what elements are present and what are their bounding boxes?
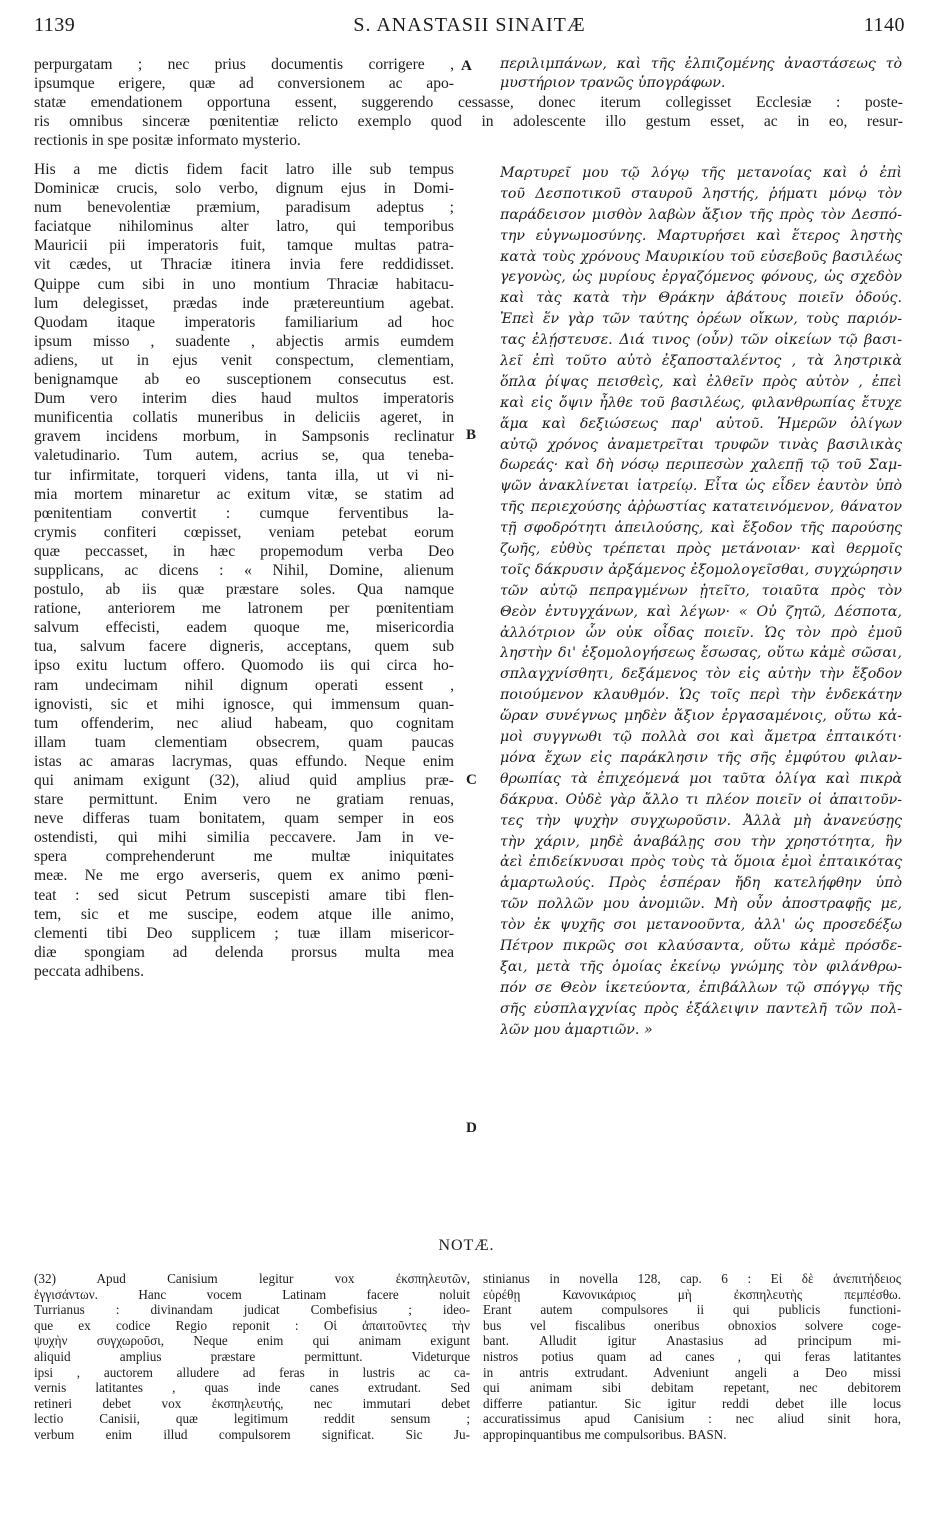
text-line: adiens, ut in ejus venit conspectum, clementiam,	[34, 351, 454, 369]
text-line: Quippe cum sibi in uno montium Thraciæ habitacu-	[34, 275, 454, 293]
running-title: S. ANASTASII SINAITÆ	[353, 14, 586, 36]
text-line: γεγονὼς, ὡς μυρίους ἐργαζόμενος φόνους, ὡς σχεδὸν	[500, 269, 902, 286]
note-line: Erant autem compulsores ii qui publicis functioni-	[483, 1302, 901, 1318]
text-line: tum offenderim, nec aliud habeam, quo cognitam	[34, 714, 454, 732]
text-line: θρωπίας τὰ ἐπιχεόμενά μοι ταῦτα ὀλίγα καὶ πικρὰ	[500, 770, 902, 787]
note-line: appropinquantibus me compulsoribus. BASN.	[483, 1426, 727, 1442]
text-line: rectionis in spe positæ informato mysterio.	[34, 132, 301, 150]
text-line: ram undecimam nihil dignum operati essent ,	[34, 676, 454, 694]
latin-top-block	[34, 55, 454, 93]
text-line: κατὰ τοὺς χρόνους Μαυρικίου τοῦ εὐσεβοῦς βασιλέως	[500, 248, 902, 265]
text-line: supplicans, ac dicens : « Nihil, Domine, alienum	[34, 561, 454, 579]
text-line: Quodam itaque imperatoris familiarium ad hoc	[34, 313, 454, 331]
notes-title: NOTÆ.	[438, 1237, 495, 1254]
text-line: ipsum misso , suadente , abjectis armis eumdem	[34, 332, 454, 350]
text-line: Μαρτυρεῖ μου τῷ λόγῳ τῆς μετανοίας καὶ ὁ ἐπὶ	[500, 165, 902, 181]
text-line: tem, sic et me suscipe, eodem atque ille animo,	[34, 905, 454, 923]
text-line: pœnitentiam convertit : cumque ferventibus la-	[34, 504, 454, 522]
text-line: diæ spongiam ad delenda prorsus multa mea	[34, 943, 454, 961]
text-line: ipsumque erigere, quæ ad conversionem ac apo-	[34, 75, 454, 93]
text-line: Πέτρον πικρῶς σοι κλαύσαντα, οὕτω κἀμὲ πρόσδε-	[500, 937, 902, 954]
text-line: vit cædes, ut Thraciæ itinera invia fere reddidisset.	[34, 256, 454, 274]
text-line: σῆς εὐσπλαγχνίας πρὸς ἐξάλειψιν παντελῆ τῶν πολ-	[500, 1000, 902, 1017]
text-line: benignamque ab eo susceptionem consecutus est.	[34, 371, 454, 389]
text-line: ψῶν ἀνακλίνεται ἰατρείῳ. Εἶτα ὡς εἶδεν ἑαυτὸν ὑπὸ	[500, 478, 902, 495]
text-line: postulo, ab iis quæ præstare soles. Qua namque	[34, 581, 454, 599]
note-line: εὑρέθῃ Κανονικάριος μὴ ἐκσπηλευτὴς πεμπέσθω.	[483, 1286, 901, 1302]
text-line: τοῖς δάκρυσιν ἀρξάμενος ἐξομολογεῖσθαι, συγχώρησιν	[500, 561, 902, 578]
text-line: num benevolentiæ præmium, paradisum adeptus ;	[34, 199, 454, 217]
text-line: ignovisti, sic et mihi ignosce, qui immensum quan-	[34, 695, 454, 713]
text-line: salvum effecisti, eadem quoque me, misericordia	[34, 619, 454, 637]
page-header	[34, 8, 905, 42]
text-line: τοῦ Δεσποτικοῦ σταυροῦ ληστής, ῥήματι μόνῳ τὸν	[500, 185, 902, 202]
note-line: que ex codice Regio reponit : Οἱ ἀπαιτοῦντες τὴν	[34, 1317, 470, 1333]
greek-top-block	[500, 55, 902, 93]
text-line: faciatque nihilominus alter latro, qui temporibus	[34, 218, 454, 236]
text-line: ζωῆς, εὐθὺς τρέπεται πρὸς μετάνοιαν· καὶ θερμοῖς	[500, 541, 902, 558]
text-line: λῶν μου ἁμαρτιῶν. »	[500, 1021, 653, 1038]
text-line: crymis confiteri cœpisset, veniam petebat eorum	[34, 523, 454, 541]
text-line: καὶ εἰς ὄψιν ἦλθε τοῦ βασιλέως, φιλανθρωπίας ἔτυχε	[500, 394, 902, 411]
text-line: τῶν πολλῶν μου ἀνομιῶν. Μὴ οὖν ἀποστραφῇς με,	[500, 896, 902, 913]
note-left-column	[34, 1271, 470, 1443]
text-line: την εὐγνωμοσύνης. Μαρτυρήσει καὶ ἕτερος ληστὴς	[500, 227, 902, 244]
note-line: ἐγγισάντων. Hanc vocem Latinam facere noluit	[34, 1286, 470, 1302]
text-line: stare permittunt. Enim vero ne gratiam renuas,	[34, 791, 454, 809]
margin-marker-a: A	[461, 58, 472, 74]
note-line: nistros potius quam ad canes , qui feras latitantes	[483, 1348, 901, 1364]
note-line: ψυχὴν συγχωροῦσι, Neque enim qui animam exigunt	[34, 1333, 470, 1349]
page-number-left: 1139	[34, 14, 76, 36]
text-line: δωρεάς· καὶ δὴ νόσῳ περιπεσὼν χαλεπῇ τῷ τοῦ Σαμ-	[500, 457, 902, 474]
text-line: Dominicæ crucis, solo verbo, dignum ejus in Domi-	[34, 180, 454, 198]
text-line: τες τὴν ψυχὴν συγχωροῦσιν. Ἀλλὰ μὴ ἀνανεύσῃς	[500, 812, 902, 829]
page-number-right: 1140	[863, 14, 905, 36]
text-line: ποιούμενον κλαυθμόν. Ὡς τοῖς περὶ τὴν ἑνδεκάτην	[500, 687, 902, 704]
text-line: ἀεὶ ἐπιδείκνυσαι πρὸς τοὺς τὰ ὅμοια ἐμοὶ ἐπταικότας	[500, 854, 902, 871]
text-line: ostendisti, qui mihi similia peccavere. Jam in ve-	[34, 829, 454, 847]
text-line: μυστήριον τρανῶς ὑπογράφων.	[500, 75, 726, 92]
text-line: ὥραν συνέγνως μηδὲν ἄξιον ἐργασαμένοις, οὕτω κἀ-	[500, 708, 902, 725]
text-line: munificentia collatis muneribus in deliciis ageret, in	[34, 409, 454, 427]
text-line: καὶ τὰς κατὰ τὴν Θράκην ἀβάτους ποιεῖν ὁδούς.	[500, 290, 902, 307]
text-line: μοὶ συγγνωθι τῷ πολλὰ σοι καὶ ἄμετρα ἐπταικότι·	[500, 729, 902, 746]
text-line: valetudinario. Tum autem, acrius se, qua teneba-	[34, 447, 454, 465]
text-line: illam tuam clementiam obsecrem, quam paucas	[34, 733, 454, 751]
note-line: differre patiantur. Sic igitur reddi debet ille locus	[483, 1395, 901, 1411]
latin-main-column	[34, 160, 454, 981]
note-line: bant. Alludit igitur Anastasius ad principum mi-	[483, 1333, 901, 1349]
text-line: τας ἐλῄστευσε. Διά τινος (οὖν) τῶν οἰκείων τῷ βασι-	[500, 332, 902, 349]
text-line: ἁμαρτωλούς. Πρὸς ἑσπέραν ἤδη κατελήφθην ὑπὸ	[500, 875, 902, 892]
text-line: Mauricii pii imperatoris fuit, tamque multas patra-	[34, 237, 454, 255]
text-line: τὸν ἐκ ψυχῆς σοι μετανοοῦντα, ἀλλ' ὡς προσεδέξω	[500, 917, 902, 934]
text-line: δάκρυα. Οὐδὲ γὰρ ἄλλο τι πλέον ποιεῖν οἱ ἀπαιτοῦν-	[500, 791, 902, 808]
margin-marker-c: C	[466, 772, 477, 788]
text-line: Θεὸν ἐντυγχάνων, καὶ λέγων· « Οὐ ζητῶ, Δέσποτα,	[500, 603, 902, 620]
text-line: περιλιμπάνων, καὶ τῆς ἐλπιζομένης ἀναστάσεως τὸ	[500, 56, 902, 72]
text-line: istas ac amaras lacrymas, quas effundo. Neque enim	[34, 752, 454, 770]
text-line: meæ. Ne me ergo averseris, quem ex animo pœni-	[34, 867, 454, 885]
text-line: Dum vero interim dies haud multos imperatoris	[34, 390, 454, 408]
text-line: τῆς περιεχούσης ἀῤῥωστίας κατατεινόμενον, θάνατον	[500, 499, 902, 516]
latin-wide-block	[34, 93, 903, 150]
text-line: ἅμα καὶ δεξιώσεως παρ' αὐτοῦ. Ἡμερῶν ὀλίγων	[500, 415, 902, 432]
text-line: lum delegisset, prædas inde prætereuntium agebat.	[34, 294, 454, 312]
text-line: spera comprehenderunt me multæ iniquitates	[34, 848, 454, 866]
text-line: μόνα ἔχων εἰς παράκλησιν τῆς σῆς ἐμφύτου φιλαν-	[500, 749, 902, 766]
text-line: gravem incidens morbum, in Sampsonis reclinatur	[34, 428, 454, 446]
text-line: ipso exitu luctum offero. Quomodo iis qui circa ho-	[34, 657, 454, 675]
note-line: (32) Apud Canisium legitur vox ἐκσπηλευτῶν,	[34, 1271, 470, 1286]
text-line: tur infirmitate, torqueri videns, tanta illa, ut vi ni-	[34, 466, 454, 484]
margin-marker-b: B	[466, 427, 477, 443]
text-line: τῶν αὐτῷ πεπραγμένων ᾐτεῖτο, τοιαῦτα πρὸς τὸν	[500, 582, 902, 599]
text-line: statæ emendationem opportuna essent, suggerendo cessasse, donec iterum collegisset Ecclesiæ : poste-	[34, 94, 903, 111]
text-line: ἀλλότριον ὧν οὐκ οἶδας ποιεῖν. Ὡς τὸν πρὸ ἐμοῦ	[500, 624, 902, 641]
note-line: Turrianus : divinandam judicat Combefisius ; ideo-	[34, 1302, 470, 1318]
note-line: ipsi , auctorem alludere ad feras in lustris ac ca-	[34, 1364, 470, 1380]
text-line: ὅπλα ῥίψας πεισθεὶς, καὶ ἐλθεῖν πρὸς αὐτὸν , ἐπεὶ	[500, 373, 902, 390]
text-line: ratione, anteriorem me latronem per pœnitentiam	[34, 600, 454, 618]
greek-main-column	[500, 163, 902, 1040]
text-line: αὐτῷ χρόνος ἀναμετρεῖται τρυφῶν τινὰς βασιλικὰς	[500, 436, 902, 453]
text-line: clementi tibi Deo supplicem ; tuæ illam misericor-	[34, 924, 454, 942]
note-line: lectio Canisii, quæ legitimum reddit sensum ;	[34, 1411, 470, 1427]
text-line: tua, salvum facere digneris, acceptans, quem sub	[34, 638, 454, 656]
text-line: παράδεισον μισθὸν λαβὼν ἄξιον τῆς πρὸς τὸν Δεσπό-	[500, 206, 902, 223]
note-line: retineri debet vox ἐκσπηλευτής, nec immutari debet	[34, 1395, 470, 1411]
text-line: ξαι, μετὰ τῆς ὁμοίας ἐκείνῳ γνώμης τὸν φιλάνθρω-	[500, 958, 902, 975]
text-line: mia mortem minaretur ac exitum vitæ, se statim ad	[34, 485, 454, 503]
text-line: qui animam exigunt (32), aliud quid amplius præ-	[34, 772, 454, 789]
text-line: τῇ σφοδρότητι ἀπειλούσης, καὶ ἔξοδον τῆς παρούσης	[500, 520, 902, 537]
text-line: ληστὴν δι' ἐξομολογήσεως ἔσωσας, οὕτω κἀμὲ σῶσαι,	[500, 645, 902, 662]
note-line: verbum enim illud compulsorem significat. Sic Ju-	[34, 1426, 470, 1442]
text-line: Ἐπεὶ ἕν γὰρ τῶν ταύτης ὀρέων οἴκων, τοὺς παριόν-	[500, 311, 902, 328]
text-line: neve differas tuam bonitatem, quam semper in eos	[34, 810, 454, 828]
note-line: in antris extrudant. Adveniunt angeli a Deo missi	[483, 1364, 901, 1380]
note-line: accuratissimus apud Canisium : nec aliud sinit hora,	[483, 1411, 901, 1427]
text-line: λεῖ ἐπὶ τοῦτο αὐτὸ ἐξαποσταλέντος , τὰ ληστρικὰ	[500, 353, 902, 370]
text-line: teat : sed sicut Petrum suscepisti amare tibi flen-	[34, 886, 454, 904]
text-line: ris omnibus sinceræ pœnitentiæ relicto exemplo quod in adolescente illo gestum esset, ac in eo, resur-	[34, 113, 903, 131]
text-line: quæ peccasset, in hæc propemodum verba Deo	[34, 542, 454, 560]
note-line: stinianus in novella 128, cap. 6 : Εἰ δὲ ἀνεπιτήδειος	[483, 1271, 901, 1286]
text-line: peccata adhibens.	[34, 962, 144, 980]
margin-marker-d: D	[466, 1120, 477, 1136]
note-line: aliquid amplius præstare permittunt. Videturque	[34, 1348, 470, 1364]
note-right-column	[483, 1271, 901, 1443]
text-line: perpurgatam ; nec prius documentis corrigere ,	[34, 56, 454, 73]
text-line: σπλαγχνίσθητι, δεξάμενος τὸν εἰς αὐτὴν τὴν ἔξοδον	[500, 666, 902, 683]
note-line: qui animam sibi debitam repetant, nec debitorem	[483, 1380, 901, 1396]
text-line: πόν σε Θεὸν ἱκετεύοντα, ἐπιβάλλων τῷ σπόγγῳ τῆς	[500, 979, 902, 996]
text-line: τὴν χάριν, μηδὲ ἀναβάλῃς σου τὴν χρηστότητα, ἣν	[500, 833, 902, 850]
note-line: bus vel fiscalibus oneribus obnoxios solvere coge-	[483, 1317, 901, 1333]
text-line: His a me dictis fidem facit latro ille sub tempus	[34, 161, 454, 178]
note-line: vernis latitantes , quas inde canes extrudant. Sed	[34, 1380, 470, 1396]
